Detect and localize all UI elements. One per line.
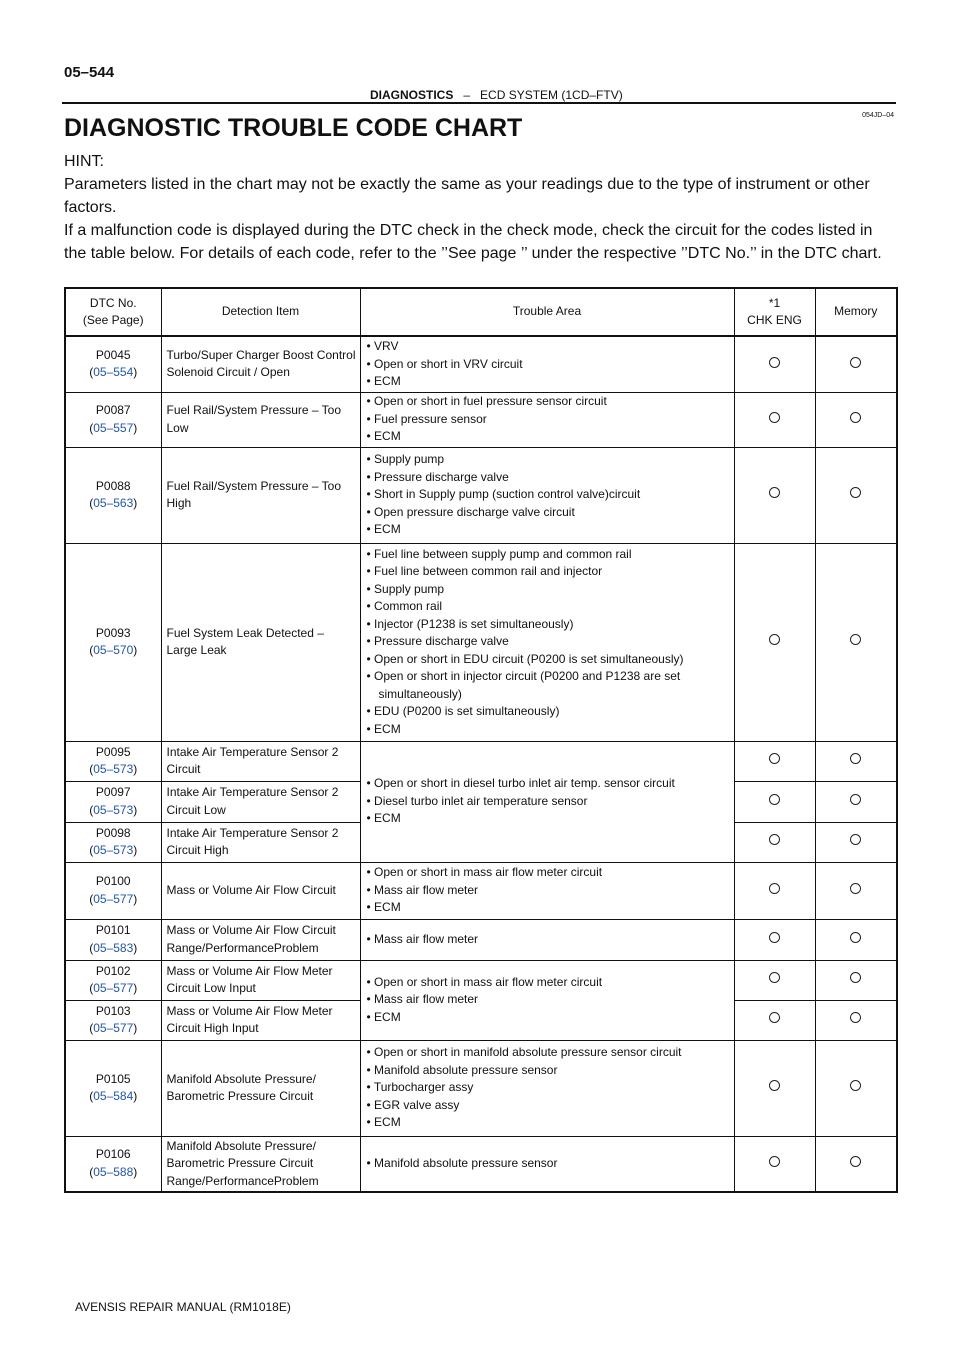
page-link[interactable]: 05–588 <box>93 1164 134 1179</box>
detection-item: Mass or Volume Air Flow Circuit <box>161 862 360 919</box>
page-link[interactable]: 05–584 <box>93 1089 134 1103</box>
table-row <box>65 862 897 919</box>
circle-mark-icon <box>769 972 780 983</box>
table-row <box>65 447 897 543</box>
detection-item: Turbo/Super Charger Boost Control Solenoid Circuit / Open <box>161 336 360 392</box>
circle-mark-icon <box>769 487 780 498</box>
dtc-code: P0105 <box>95 1071 131 1086</box>
hint-paragraph-1: Parameters listed in the chart may not be exactly the same as your readings due to the type of instrument or other factors. <box>64 176 870 216</box>
circle-mark-icon <box>850 753 861 764</box>
circle-mark-icon <box>850 834 861 845</box>
memory-mark <box>815 1136 897 1192</box>
dtc-cell: P0088 (05–563) <box>65 447 161 543</box>
chk-eng-mark <box>734 1136 815 1192</box>
circle-mark-icon <box>850 932 861 943</box>
header-detection-item: Detection Item <box>161 288 360 336</box>
circle-mark-icon <box>769 753 780 764</box>
chk-eng-mark <box>734 1000 815 1040</box>
detection-item: Mass or Volume Air Flow Circuit Range/PerformanceProblem <box>161 919 360 960</box>
table-row <box>65 919 897 960</box>
page-title: DIAGNOSTIC TROUBLE CODE CHART <box>64 114 523 142</box>
memory-mark <box>815 447 897 543</box>
dtc-cell: P0105 (05–584) <box>65 1040 161 1136</box>
trouble-area: • Fuel line between supply pump and common rail • Fuel line between common rail and injector • Supply pump • Common rail • Injector (P1238 is set simultaneously) • Pressure discharge valve • Open or short in EDU circuit (P0200 is set simultaneously) • Open or short in injector circuit (P0200 and P1238 are set simultaneously) • EDU (P0200 is set simultaneously) • ECM <box>360 543 734 741</box>
circle-mark-icon <box>769 1156 780 1167</box>
trouble-area: • Open or short in manifold absolute pressure sensor circuit • Manifold absolute pressure sensor • Turbocharger assy • EGR valve assy • ECM <box>360 1040 734 1136</box>
detection-item: Fuel Rail/System Pressure – Too Low <box>161 392 360 447</box>
page-link[interactable]: 05–554 <box>93 365 134 380</box>
chk-eng-mark <box>734 543 815 741</box>
chk-eng-mark <box>734 781 815 822</box>
trouble-area: • Mass air flow meter <box>360 919 734 960</box>
dtc-code: P0103 <box>95 1003 131 1018</box>
dtc-code: P0087 <box>95 403 131 417</box>
trouble-area: • Open or short in mass air flow meter circuit • Mass air flow meter • ECM <box>360 960 734 1040</box>
intro-text <box>64 150 898 265</box>
memory-mark <box>815 336 897 392</box>
circle-mark-icon <box>850 883 861 894</box>
header-memory: Memory <box>815 288 897 336</box>
circle-mark-icon <box>850 487 861 498</box>
trouble-area: • VRV • Open or short in VRV circuit • ECM <box>360 336 734 392</box>
trouble-area: • Open or short in diesel turbo inlet air temp. sensor circuit • Diesel turbo inlet air temperature sensor • ECM <box>360 741 734 862</box>
memory-mark <box>815 543 897 741</box>
detection-item: Intake Air Temperature Sensor 2 Circuit <box>161 741 360 781</box>
dtc-cell: P0103 (05–577) <box>65 1000 161 1040</box>
circle-mark-icon <box>850 1080 861 1091</box>
dtc-code: P0106 <box>95 1147 131 1162</box>
page-link[interactable]: 05–563 <box>93 496 134 510</box>
circle-mark-icon <box>769 1080 780 1091</box>
dtc-code: P0098 <box>95 825 131 840</box>
circle-mark-icon <box>850 1012 861 1023</box>
circle-mark-icon <box>769 1012 780 1023</box>
chk-eng-mark <box>734 822 815 862</box>
dtc-code: P0101 <box>95 923 131 937</box>
dtc-code: P0088 <box>95 478 131 493</box>
page-link[interactable]: 05–577 <box>93 1021 134 1035</box>
chk-eng-mark <box>734 919 815 960</box>
circle-mark-icon <box>850 412 861 423</box>
circle-mark-icon <box>769 794 780 805</box>
detection-item: Manifold Absolute Pressure/ Barometric Pressure Circuit Range/PerformanceProblem <box>161 1136 360 1192</box>
table-row <box>65 392 897 447</box>
circle-mark-icon <box>769 634 780 645</box>
trouble-area: • Open or short in mass air flow meter circuit • Mass air flow meter • ECM <box>360 862 734 919</box>
header-rule <box>62 102 896 104</box>
page-number: 05–544 <box>64 64 115 81</box>
chk-eng-mark <box>734 1040 815 1136</box>
circle-mark-icon <box>769 883 780 894</box>
trouble-area: • Manifold absolute pressure sensor <box>360 1136 734 1192</box>
dtc-cell: P0098 (05–573) <box>65 822 161 862</box>
dtc-cell: P0101 (05–583) <box>65 919 161 960</box>
page-link[interactable]: 05–577 <box>93 981 134 995</box>
trouble-area: • Supply pump • Pressure discharge valve • Short in Supply pump (suction control valve)circuit • Open pressure discharge valve circuit • ECM <box>360 447 734 543</box>
dtc-code: P0045 <box>95 347 131 362</box>
circle-mark-icon <box>850 1156 861 1167</box>
dtc-code: P0095 <box>95 744 131 759</box>
table-row <box>65 741 897 781</box>
dtc-cell: P0100 (05–577) <box>65 862 161 919</box>
dtc-cell: P0087 (05–557) <box>65 392 161 447</box>
running-header <box>370 88 623 102</box>
footer-manual-title: AVENSIS REPAIR MANUAL (RM1018E) <box>75 1300 291 1314</box>
memory-mark <box>815 1000 897 1040</box>
header-trouble-area: Trouble Area <box>360 288 734 336</box>
memory-mark <box>815 1040 897 1136</box>
page-link[interactable]: 05–570 <box>93 643 134 657</box>
document-id: 054JD–04 <box>862 112 894 119</box>
dtc-code: P0097 <box>95 785 131 799</box>
page-link[interactable]: 05–573 <box>93 802 134 817</box>
detection-item: Intake Air Temperature Sensor 2 Circuit High <box>161 822 360 862</box>
table-row <box>65 1136 897 1192</box>
memory-mark <box>815 960 897 1000</box>
circle-mark-icon <box>769 932 780 943</box>
circle-mark-icon <box>850 634 861 645</box>
chk-eng-mark <box>734 862 815 919</box>
chk-eng-mark <box>734 336 815 392</box>
page-link[interactable]: 05–583 <box>93 940 134 955</box>
circle-mark-icon <box>769 357 780 368</box>
table-header-row <box>65 288 897 336</box>
header-subsection: ECD SYSTEM (1CD–FTV) <box>480 88 623 102</box>
memory-mark <box>815 392 897 447</box>
table-row <box>65 960 897 1000</box>
hint-label: HINT: <box>64 153 104 170</box>
circle-mark-icon <box>850 794 861 805</box>
chk-eng-mark <box>734 741 815 781</box>
chk-eng-mark <box>734 447 815 543</box>
hint-paragraph-2: If a malfunction code is displayed during the DTC check in the check mode, check the circuit for the codes listed in the table below. For details of each code, refer to the ’’See page ’’ under the respective ’’DTC No.’’ in the DTC chart. <box>64 222 882 262</box>
detection-item: Fuel Rail/System Pressure – Too High <box>161 447 360 543</box>
trouble-area: • Open or short in fuel pressure sensor circuit • Fuel pressure sensor • ECM <box>360 392 734 447</box>
dtc-cell: P0097 (05–573) <box>65 781 161 822</box>
page-link[interactable]: 05–557 <box>93 420 134 435</box>
circle-mark-icon <box>769 412 780 423</box>
dtc-cell: P0102 (05–577) <box>65 960 161 1000</box>
memory-mark <box>815 741 897 781</box>
page-link[interactable]: 05–573 <box>93 843 134 857</box>
detection-item: Mass or Volume Air Flow Meter Circuit Low Input <box>161 960 360 1000</box>
dtc-code: P0093 <box>95 625 131 640</box>
detection-item: Intake Air Temperature Sensor 2 Circuit Low <box>161 781 360 822</box>
detection-item: Fuel System Leak Detected – Large Leak <box>161 543 360 741</box>
table-row <box>65 1040 897 1136</box>
dtc-code: P0102 <box>95 963 131 978</box>
detection-item: Manifold Absolute Pressure/ Barometric Pressure Circuit <box>161 1040 360 1136</box>
memory-mark <box>815 862 897 919</box>
dtc-code: P0100 <box>95 874 131 888</box>
table-row <box>65 336 897 392</box>
chk-eng-mark <box>734 392 815 447</box>
dtc-cell: P0095 (05–573) <box>65 741 161 781</box>
header-dtc-no: DTC No. (See Page) <box>65 288 161 336</box>
dtc-cell: P0093 (05–570) <box>65 543 161 741</box>
circle-mark-icon <box>850 972 861 983</box>
header-separator: – <box>463 88 471 102</box>
memory-mark <box>815 919 897 960</box>
circle-mark-icon <box>769 834 780 845</box>
header-section: DIAGNOSTICS <box>370 88 454 102</box>
page-link[interactable]: 05–573 <box>93 762 134 776</box>
header-chk-eng: *1 CHK ENG <box>734 288 815 336</box>
chk-eng-mark <box>734 960 815 1000</box>
page-link[interactable]: 05–577 <box>93 891 134 906</box>
dtc-cell: P0106 (05–588) <box>65 1136 161 1192</box>
circle-mark-icon <box>850 357 861 368</box>
memory-mark <box>815 822 897 862</box>
detection-item: Mass or Volume Air Flow Meter Circuit High Input <box>161 1000 360 1040</box>
table-row <box>65 543 897 741</box>
dtc-cell: P0045 (05–554) <box>65 336 161 392</box>
dtc-chart-table <box>64 287 898 1193</box>
memory-mark <box>815 781 897 822</box>
